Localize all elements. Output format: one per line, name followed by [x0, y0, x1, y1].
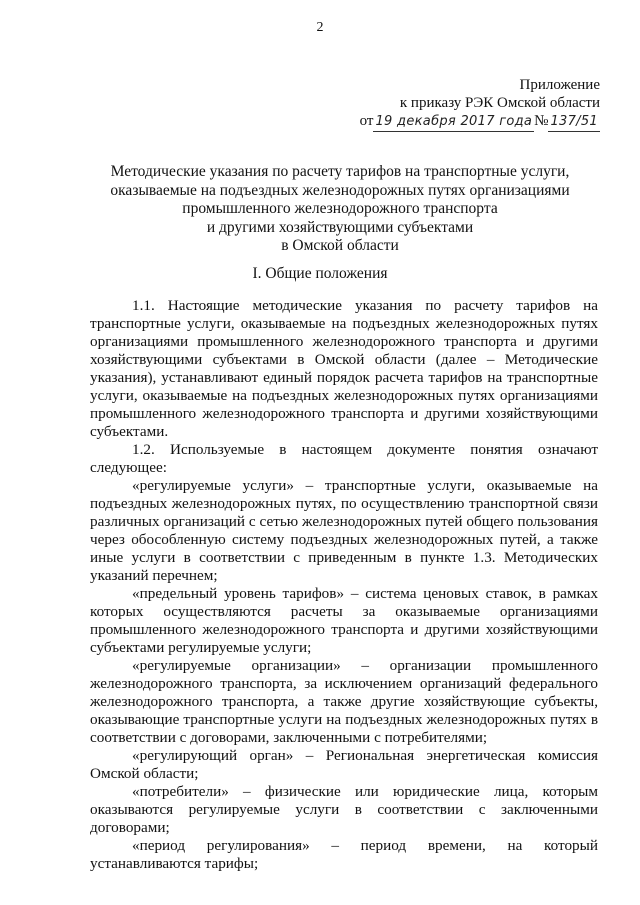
- title-line: в Омской области: [281, 237, 399, 254]
- paragraph: 1.2. Используемые в настоящем документе понятия означают следующее:: [90, 441, 598, 476]
- approval-order-ref: к приказу РЭК Омской области: [399, 95, 600, 111]
- paragraph: «потребители» – физические или юридические лица, которым оказываются регулируемые услуги в соответствии с заключенными договорами;: [90, 783, 598, 836]
- approval-title: Приложение: [519, 77, 600, 93]
- paragraph: 1.1. Настоящие методические указания по расчету тарифов на транспортные услуги, оказываемые на подъездных железнодорожных путях организациями промышленного железнодорожного транспорта и другими хозяйствующими субъектами в Омской области (далее – Методические указания), устанавливают единый порядок расчета тарифов на транспортные услуги, оказываемые на подъездных железнодорожных путях организациями промышленного железнодорожного транспорта и другими хозяйствующими субъектами.: [90, 297, 598, 440]
- body-text: [90, 297, 598, 873]
- approval-date-line: [340, 112, 600, 132]
- handwritten-number: 137/51: [548, 113, 600, 132]
- handwritten-date: 19 декабря 2017 года: [373, 113, 534, 132]
- paragraph: «регулируемые услуги» – транспортные услуги, оказываемые на подъездных железнодорожных путях, по осуществлению транспортной связи различных организаций с сетью железнодорожных путей общего пользования через обособленную систему подъездных железнодорожных путей, а также иные услуги в соответствии с приведенным в пункте 1.3. Методических указаний перечнем;: [90, 477, 598, 584]
- paragraph: «регулирующий орган» – Региональная энергетическая комиссия Омской области;: [90, 747, 598, 782]
- section-heading: I. Общие положения: [252, 265, 388, 282]
- document-title: [60, 163, 620, 256]
- title-line: и другими хозяйствующими субъектами: [206, 218, 474, 236]
- approval-block: [340, 76, 600, 132]
- paragraph: «период регулирования» – период времени, на который устанавливаются тарифы;: [90, 837, 598, 872]
- title-line: оказываемые на подъездных железнодорожных путях организациями: [110, 181, 570, 199]
- title-line: промышленного железнодорожного транспорта: [182, 200, 498, 217]
- date-prefix: от: [359, 113, 374, 129]
- paragraph: «предельный уровень тарифов» – система ценовых ставок, в рамках которых осуществляются расчеты за оказываемые организациями промышленного железнодорожного транспорта и другими хозяйствующими субъектами регулируемые услуги;: [90, 585, 598, 656]
- paragraph: «регулируемые организации» – организации промышленного железнодорожного транспорта, за исключением организаций федерального железнодорожного транспорта, а также другие хозяйствующие субъекты, оказывающие транспортные услуги на подъездных железнодорожных путях в соответствии с договорами, заключенными с потребителями;: [90, 657, 598, 746]
- number-prefix: №: [534, 113, 549, 129]
- title-line: Методические указания по расчету тарифов на транспортные услуги,: [110, 163, 570, 180]
- page-number: 2: [316, 20, 324, 35]
